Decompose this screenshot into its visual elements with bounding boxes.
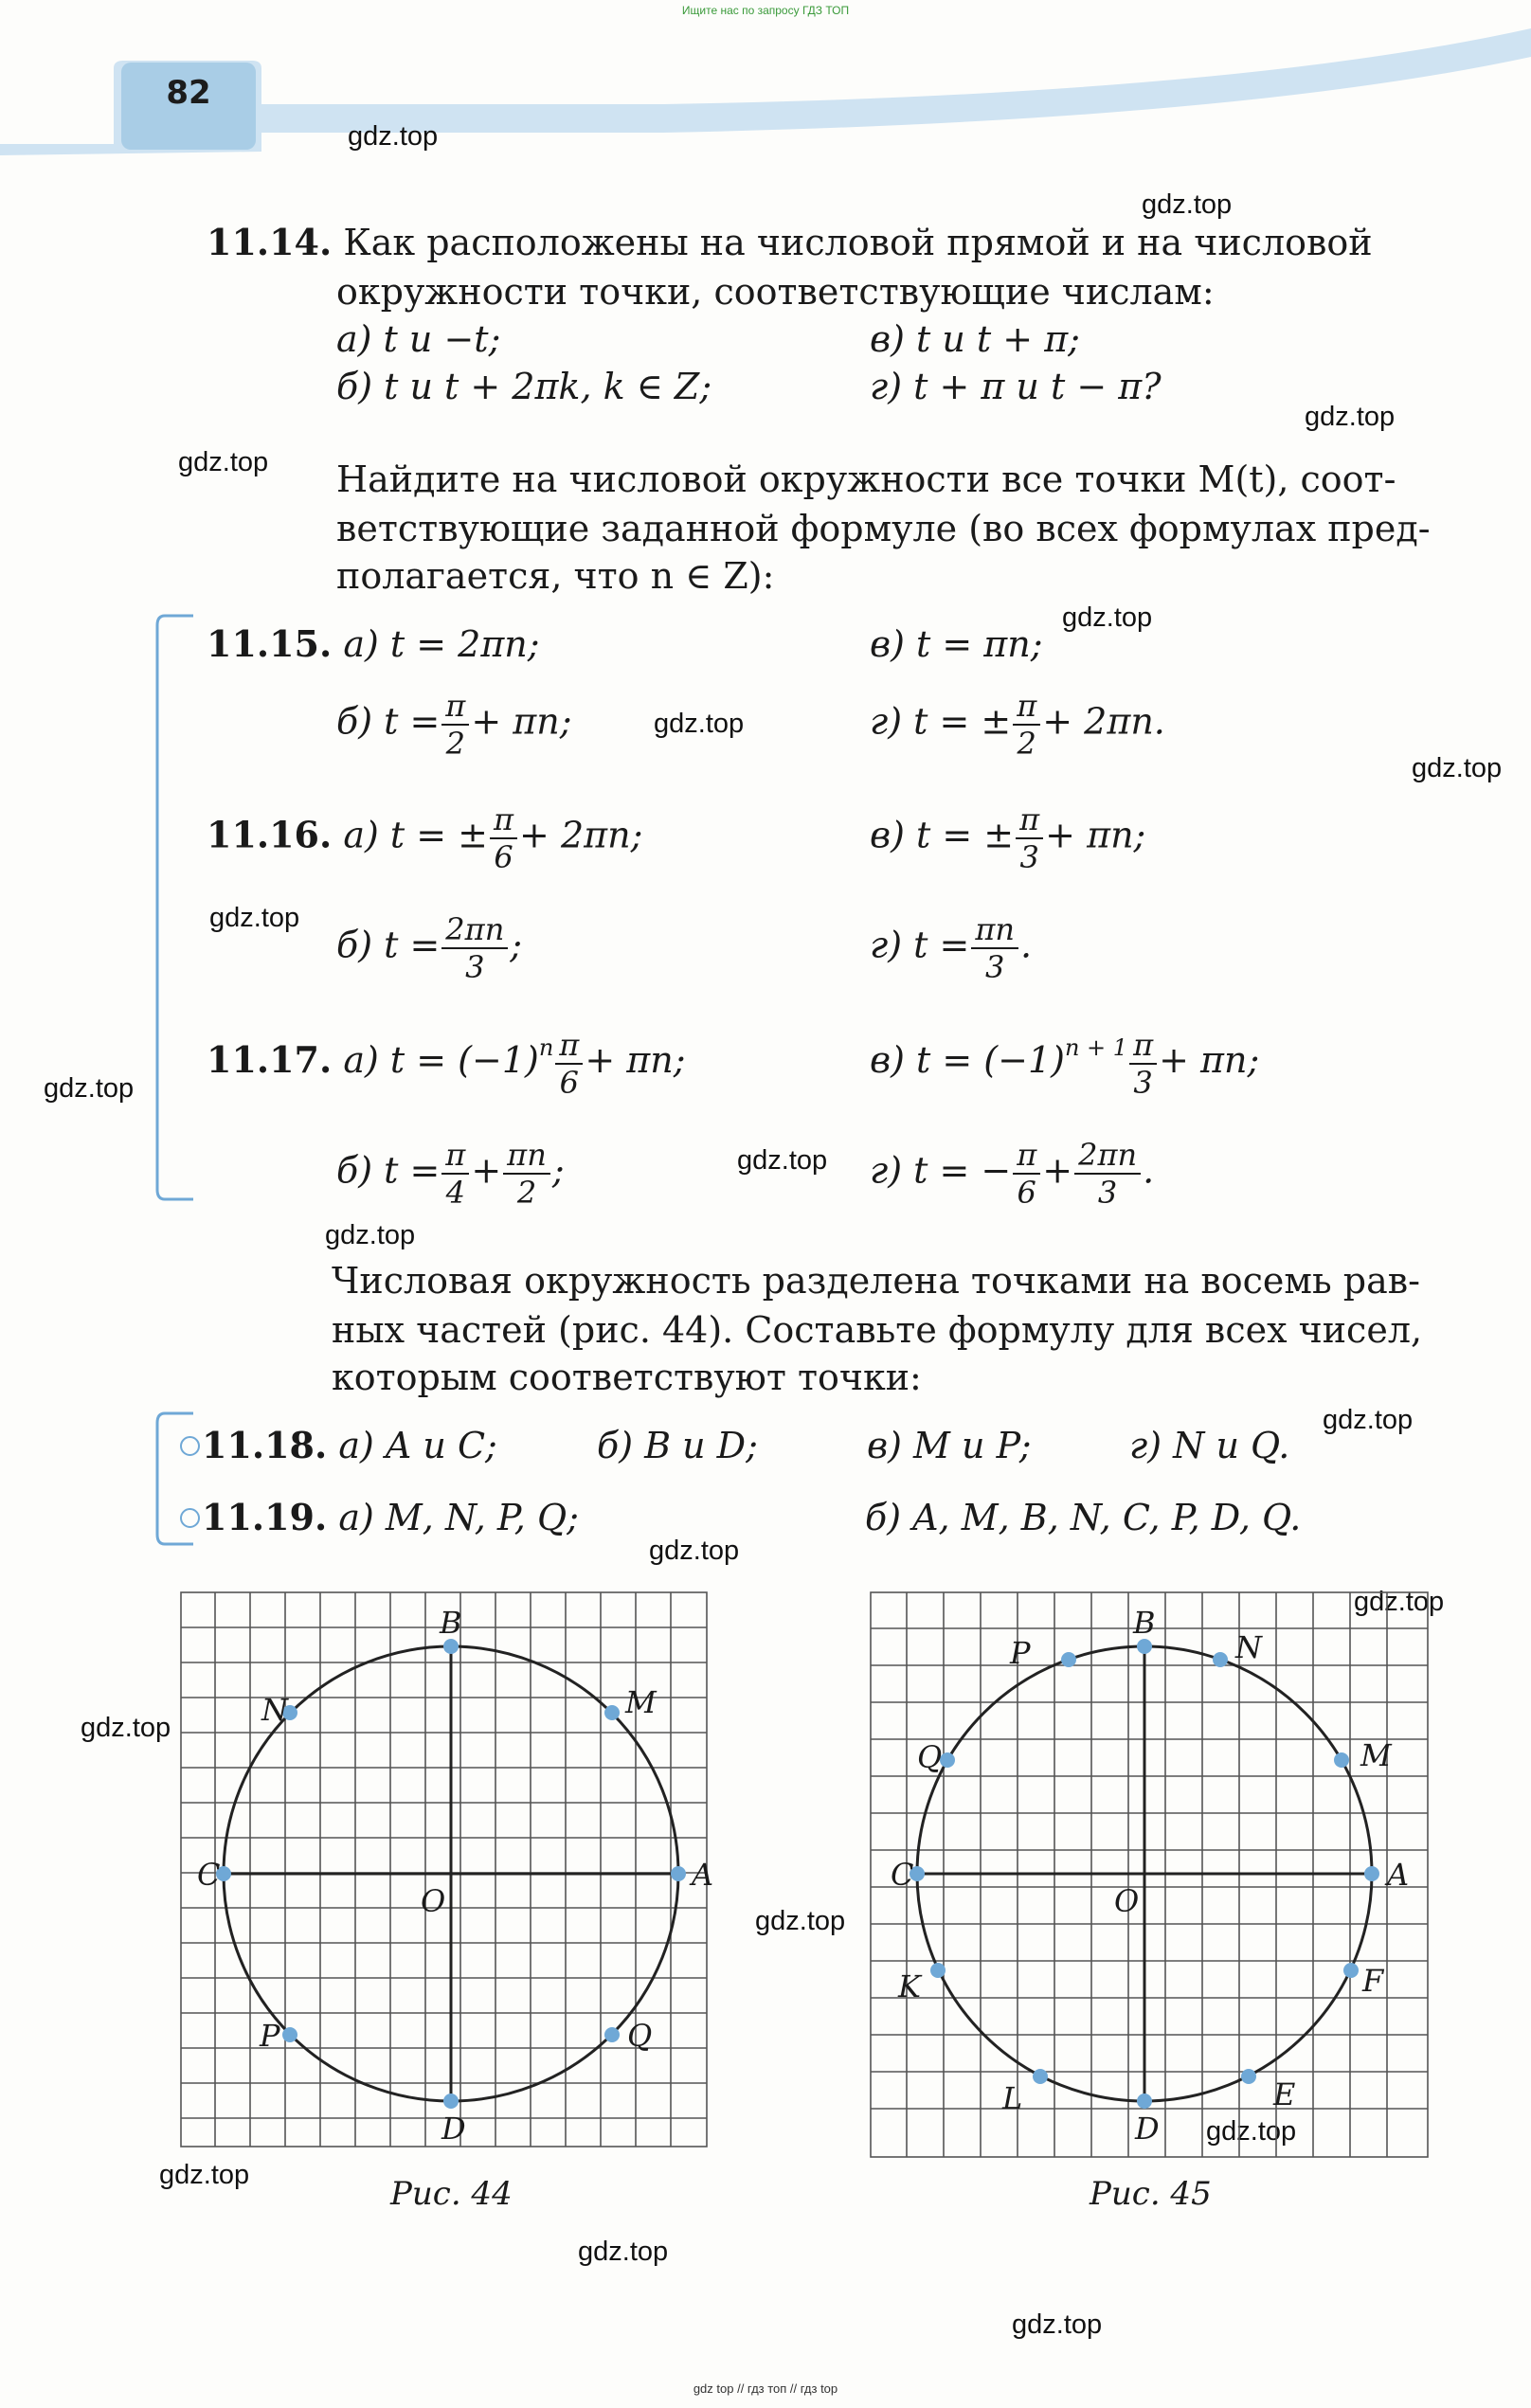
intro-text: ветствующие заданной формуле (во всех формулах пред- [336,508,1431,549]
option-a: а) t = 2πn; [343,623,540,665]
circle-marker-icon [180,1508,200,1528]
watermark: gdz.top [1206,2116,1297,2147]
formula-part: а) t = ± [343,814,488,856]
label-d: D [441,2111,466,2147]
fraction [1074,1137,1141,1211]
point-m [1334,1752,1349,1768]
option-b: б) B и D; [597,1425,758,1466]
formula-part: . [1019,924,1033,966]
formula-part: + 2πn. [1042,700,1165,743]
point-n [1213,1652,1228,1667]
label-p: P [260,2018,280,2054]
formula-part: в) t = ± [870,814,1015,856]
denominator: 3 [1097,1175,1118,1211]
label-c: C [197,1857,221,1893]
label-b: B [1133,1605,1156,1641]
numerator: 2πn [1074,1137,1141,1175]
problem-11-14-line1 [207,220,1373,265]
point-f [1343,1963,1359,1978]
watermark: gdz.top [348,121,439,152]
problem-11-17-a [207,1025,686,1101]
label-o: O [421,1883,446,1919]
watermark: gdz.top [1012,2309,1103,2340]
watermark: gdz.top [159,2160,250,2190]
option-g [870,1137,1154,1211]
point-b [443,1639,459,1654]
formula-part: а) t = (−1) [343,1039,539,1081]
option-b [336,911,522,985]
formula-part: + πn; [1159,1039,1260,1081]
numerator: π [441,1137,469,1175]
problem-11-18 [180,1423,497,1468]
watermark: gdz.top [1305,402,1396,432]
option-b: б) t и t + 2πk, k ∈ Z; [336,366,712,407]
formula-part: г) t = ± [870,700,1012,743]
numerator: πn [503,1137,550,1175]
numerator: π [1013,1137,1040,1175]
denominator: 6 [1017,1175,1036,1211]
fraction [971,911,1018,985]
label-p: P [1010,1635,1031,1671]
numerator: πn [971,911,1018,949]
numerator: 2πn [441,911,508,949]
watermark: gdz.top [1062,602,1153,633]
circle-marker-icon [180,1436,200,1456]
figure-44 [180,1591,714,2150]
grid [181,1592,707,2147]
label-a: A [692,1857,714,1893]
fraction [555,1027,583,1101]
option-v [870,1025,1259,1101]
intro-text: которым соответствуют точки: [332,1357,922,1398]
point-a [671,1866,686,1881]
problem-number: 11.16. [207,813,333,856]
option-g: г) N и Q. [1129,1425,1290,1466]
formula-part: г) t = − [870,1149,1012,1192]
label-c: C [891,1857,914,1893]
bottom-note: gdz top // гдз топ // гдз top [693,2381,838,2396]
watermark: gdz.top [1412,753,1503,783]
watermark: gdz.top [44,1073,135,1104]
fraction [1013,1137,1040,1211]
label-q: Q [627,2018,653,2054]
option-v: в) t = πn; [870,623,1043,665]
formula-part: + πn; [471,700,572,743]
formula-part: г) t = [870,924,970,966]
denominator: 2 [445,726,465,762]
intro-text: полагается, что n ∈ Z): [336,555,775,597]
watermark: gdz.top [1142,189,1233,220]
point-k [930,1963,946,1978]
point-d [443,2094,459,2109]
label-m: M [625,1684,657,1720]
formula-part: ; [510,924,523,966]
watermark: gdz.top [178,447,269,477]
denominator: 6 [559,1064,579,1101]
formula-part: + [471,1149,502,1192]
fraction [490,801,517,875]
watermark: gdz.top [325,1220,416,1250]
denominator: 4 [445,1175,465,1211]
problem-11-19 [180,1495,579,1540]
figure-44-caption: Рис. 44 [390,2175,513,2213]
denominator: 3 [984,949,1005,985]
numerator: π [555,1027,583,1065]
option-b [336,1137,565,1211]
point-m [604,1705,620,1720]
formula-part: в) t = (−1) [870,1039,1065,1081]
label-o: O [1114,1883,1140,1919]
numerator: π [490,801,517,839]
problem-text: Как расположены на числовой прямой и на числовой [343,222,1373,263]
label-n: N [1235,1629,1262,1665]
watermark: gdz.top [1323,1405,1414,1435]
option-g: г) t + π и t − π? [870,366,1162,407]
fraction [1129,1027,1157,1101]
point-q [604,2027,620,2042]
problem-text: окружности точки, соответствующие числам: [336,271,1215,313]
point-d [1137,2094,1152,2109]
denominator: 3 [1019,839,1039,875]
problem-number: 11.19. [202,1496,328,1538]
formula-part: + πn; [1045,814,1146,856]
point-l [1033,2069,1048,2084]
denominator: 3 [1133,1064,1153,1101]
numerator: π [1129,1027,1157,1065]
denominator: 6 [494,839,513,875]
bracket [152,614,208,1211]
label-a: A [1387,1857,1410,1893]
option-v: в) M и P; [867,1425,1032,1466]
exponent: n + 1 [1064,1034,1128,1061]
page-number: 82 [166,74,211,112]
option-b [336,688,572,762]
problem-number: 11.18. [202,1424,328,1466]
option-a: а) A и C; [338,1425,497,1466]
label-q: Q [917,1739,943,1775]
formula-part: + 2πn; [519,814,643,856]
point-a [1364,1866,1379,1881]
point-p [1061,1652,1076,1667]
denominator: 2 [1017,726,1036,762]
label-f: F [1362,1963,1384,1999]
problem-11-16-a [207,801,642,875]
option-g [870,688,1165,762]
figure-45 [870,1591,1434,2160]
formula-part: + [1042,1149,1073,1192]
formula-part: б) t = [336,700,441,743]
denominator: 2 [516,1175,537,1211]
option-v: в) t и t + π; [870,318,1080,360]
point-p [282,2027,297,2042]
exponent: n [538,1034,554,1061]
label-b: B [440,1605,462,1641]
problem-number: 11.17. [207,1038,333,1081]
fraction [1016,801,1043,875]
fraction [441,911,508,985]
intro-text: ных частей (рис. 44). Составьте формулу для всех чисел, [332,1309,1423,1351]
option-b: б) A, M, B, N, C, P, D, Q. [865,1497,1302,1538]
problem-11-15-a [207,621,540,667]
formula-part: + πn; [585,1039,686,1081]
label-d: D [1135,2111,1160,2147]
denominator: 3 [465,949,485,985]
watermark: gdz.top [81,1713,171,1743]
fraction [503,1137,550,1211]
label-l: L [1002,2080,1023,2116]
formula-part: б) t = [336,1149,441,1192]
problem-number: 11.15. [207,622,333,665]
numerator: π [441,688,469,726]
option-a: а) t и −t; [336,318,501,360]
fraction [441,1137,469,1211]
option-a: а) M, N, P, Q; [338,1497,579,1538]
watermark: gdz.top [649,1536,740,1566]
watermark: gdz.top [1354,1587,1445,1617]
label-e: E [1273,2076,1296,2112]
label-m: M [1360,1737,1392,1773]
watermark: gdz.top [737,1145,828,1176]
fraction [1013,688,1040,762]
top-note: Ищите нас по запросу ГДЗ ТОП [681,4,850,17]
watermark: gdz.top [755,1906,846,1936]
formula-part: . [1143,1149,1155,1192]
intro-text: Числовая окружность разделена точками на восемь рав- [332,1260,1420,1302]
label-k: K [898,1968,921,2004]
option-v [870,801,1145,875]
point-q [940,1752,955,1768]
problem-number: 11.14. [207,221,333,263]
figure-45-caption: Рис. 45 [1090,2175,1212,2213]
label-n: N [261,1692,288,1728]
watermark: gdz.top [654,709,745,739]
intro-text: Найдите на числовой окружности все точки M(t), соот- [336,458,1396,500]
option-g [870,911,1032,985]
fraction [441,688,469,762]
numerator: π [1016,801,1043,839]
formula-part: ; [551,1149,565,1192]
point-e [1241,2069,1256,2084]
point-b [1137,1639,1152,1654]
numerator: π [1013,688,1040,726]
watermark: gdz.top [578,2237,669,2267]
watermark: gdz.top [209,903,300,933]
formula-part: б) t = [336,924,441,966]
